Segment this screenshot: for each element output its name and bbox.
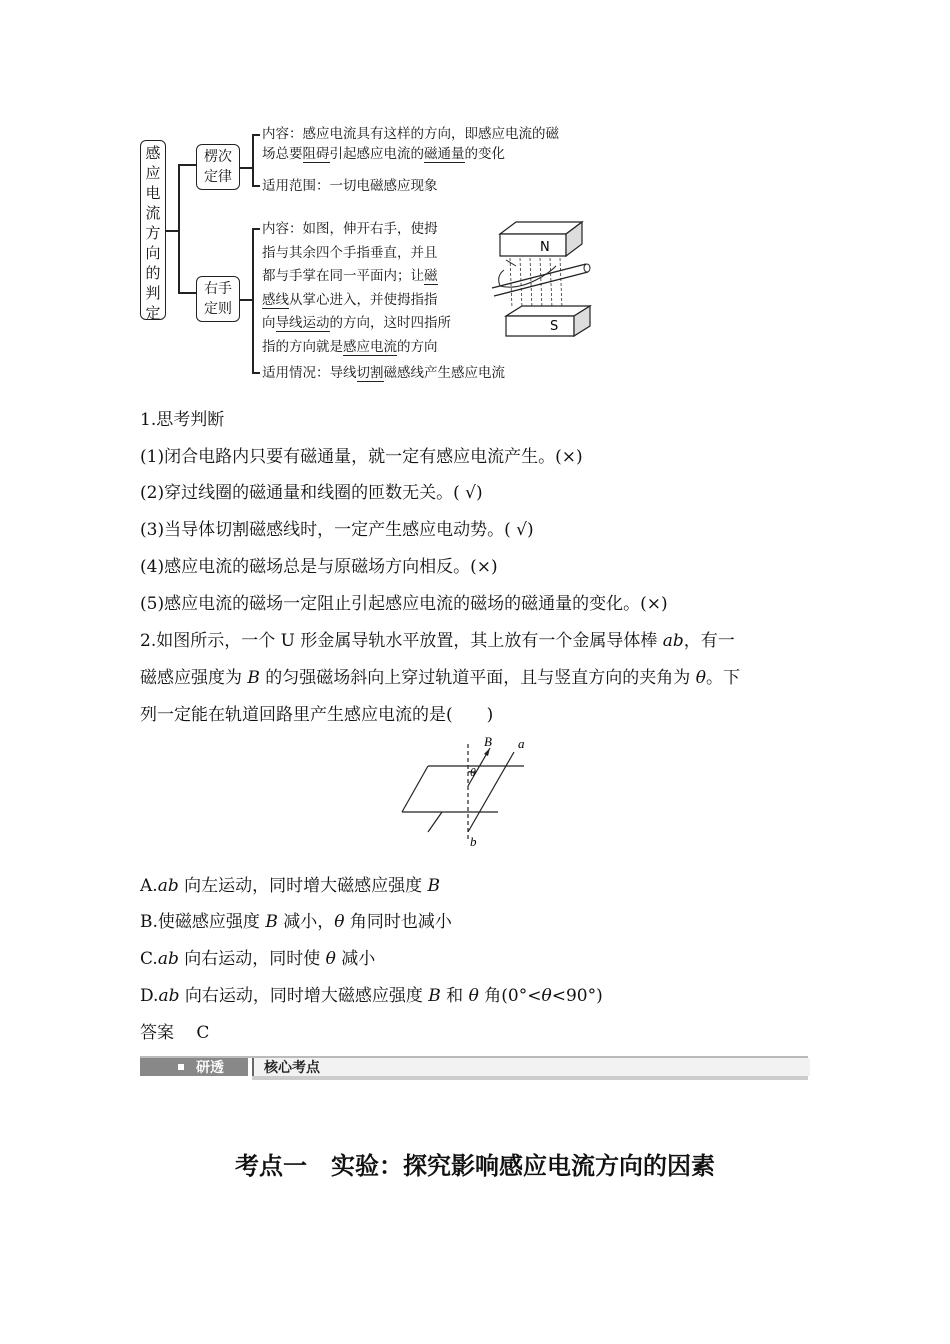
- q1-title: 1.思考判断: [140, 410, 225, 430]
- label-B: B: [484, 734, 492, 749]
- q2-stem-line2: 磁感应强度为 B 的匀强磁场斜向上穿过轨道平面，且与竖直方向的夹角为 θ。下: [140, 668, 740, 688]
- rail-figure: [398, 734, 528, 850]
- lenz-content: 内容：感应电流具有这样的方向，即感应电流的磁 场总要阻碍引起感应电流的磁通量的变化: [262, 126, 559, 162]
- q1-item: (4)感应电流的磁场总是与原磁场方向相反。(×): [140, 557, 498, 577]
- right-hand-rule-box: 右手 定则: [196, 276, 240, 322]
- banner-left-label: 研透: [196, 1060, 224, 1076]
- root-box: [140, 140, 166, 320]
- right-hand-content: 内容：如图，伸开右手，使拇 指与其余四个手指垂直，并且 都与手掌在同一平面内；让磁 感线从掌心进入，并使拇指指 向导线运动的方向，这时四指所 指的方向就是感应电流的方向: [262, 221, 451, 355]
- root-char: 电: [145, 184, 161, 202]
- q1-item: (2)穿过线圈的磁通量和线圈的匝数无关。( √): [140, 483, 483, 503]
- label-theta: θ: [470, 765, 476, 779]
- banner-right-label: 核心考点: [264, 1060, 320, 1076]
- root-char: 应: [145, 164, 161, 182]
- root-char: 感: [145, 144, 161, 162]
- option-d: D.ab 向右运动，同时增大磁感应强度 B 和 θ 角(0°<θ<90°): [140, 986, 603, 1006]
- root-char: 向: [145, 244, 161, 262]
- lenz-scope: 适用范围：一切电磁感应现象: [262, 178, 438, 194]
- q1-item: (3)当导体切割磁感线时，一定产生感应电动势。( √): [140, 520, 534, 540]
- label-b: b: [470, 834, 477, 849]
- lenz-law-box: 楞次 定律: [196, 144, 240, 190]
- magnet-hand-figure: [486, 216, 616, 346]
- label-a: a: [518, 736, 525, 751]
- root-char: 定: [145, 304, 161, 322]
- option-a: A.ab 向左运动，同时增大磁感应强度 B: [140, 876, 441, 896]
- q2-stem-line3: 列一定能在轨道回路里产生感应电流的是( ): [140, 705, 494, 725]
- root-char: 的: [145, 264, 161, 282]
- n-pole-label: N: [540, 240, 550, 255]
- root-char: 方: [145, 224, 161, 242]
- s-pole-label: S: [550, 319, 559, 334]
- answer: 答案 C: [140, 1023, 210, 1043]
- q1-item: (5)感应电流的磁场一定阻止引起感应电流的磁场的磁通量的变化。(×): [140, 594, 668, 614]
- right-hand-scope: 适用情况：导线切割磁感线产生感应电流: [262, 365, 505, 381]
- option-b: B.使磁感应强度 B 减小，θ 角同时也减小: [140, 912, 452, 932]
- core-points-banner: [140, 1056, 808, 1078]
- option-c: C.ab 向右运动，同时使 θ 减小: [140, 949, 376, 969]
- root-char: 流: [145, 204, 161, 222]
- root-char: 判: [145, 284, 161, 302]
- q1-item: (1)闭合电路内只要有磁通量，就一定有感应电流产生。(×): [140, 447, 583, 467]
- section-title: 考点一 实验：探究影响感应电流方向的因素: [235, 1152, 715, 1180]
- q2-stem-line1: 2.如图所示，一个 U 形金属导轨水平放置，其上放有一个金属导体棒 ab，有一: [140, 631, 735, 651]
